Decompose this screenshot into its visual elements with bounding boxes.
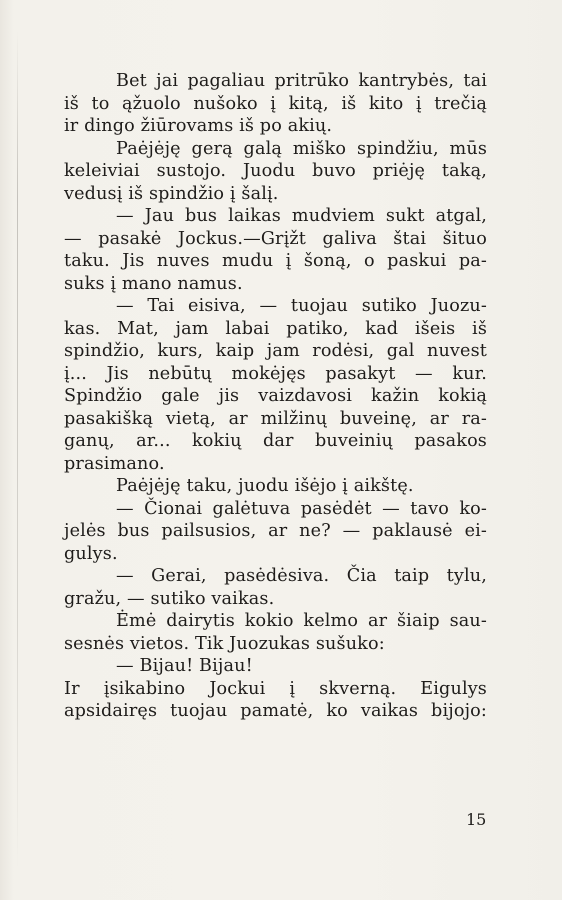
text-line: keleiviai sustojo. Juodu buvo priėję taką, [64,161,487,181]
text-line: suks į mano namus. [64,273,243,294]
text-line: spindžio, kurs, kaip jam rodėsi, gal nuvest [64,341,487,361]
text-line: pasakišką vietą, ar milžinų buveinę, ar ra- [64,408,487,429]
text-line: — Tai eisiva, — tuojau sutiko Juozu- [116,296,487,316]
text-line: ir dingo žiūrovams iš po akių. [64,116,333,136]
text-line: — Čionai galėtuva pasėdėt — tavo ko- [116,498,487,519]
text-line: ganų, ar... kokių dar buveinių pasakos [64,431,487,451]
text-line: iš to ąžuolo nušoko į kitą, iš kito į trečią [64,93,487,114]
text-line: į... Jis nebūtų mokėjęs pasakyt — kur. [64,363,487,384]
text-line: Ir įsikabino Jockui į skverną. Eigulys [64,678,487,699]
text-line: jelės bus pailsusios, ar ne? — paklausė ei- [64,521,487,541]
text-line: vedusį iš spindžio į šalį. [64,183,279,204]
text-line: — Jau bus laikas mudviem sukt atgal, [116,206,487,226]
text-line: taku. Jis nuves mudu į šoną, o paskui pa- [64,251,487,271]
text-line: — Bijau! Bijau! [116,656,253,676]
text-line: Bet jai pagaliau pritrūko kantrybės, tai [116,71,487,91]
text-line: kas. Mat, jam labai patiko, kad išeis iš [64,318,487,339]
text-line: gulys. [64,543,118,564]
page-gutter [17,30,18,870]
text-line: — Gerai, pasėdėsiva. Čia taip tylu, [116,566,487,586]
text-line: Spindžio gale jis vaizdavosi kažin kokią [64,386,487,406]
text-line: Paėjėję taku, juodu išėjo į aikštę. [116,476,414,496]
text-line: gražu, — sutiko vaikas. [64,588,275,609]
text-line: apsidairęs tuojau pamatė, ko vaikas bijojo: [64,701,487,721]
body-text [64,70,487,723]
text-line: sesnės vietos. Tik Juozukas sušuko: [64,633,385,654]
text-line: prasimano. [64,453,165,474]
text-line: Paėjėję gerą galą miško spindžiu, mūs [116,138,487,159]
text-line: Ėmė dairytis kokio kelmo ar šiaip sau- [116,611,487,631]
page-number: 15 [466,810,487,829]
text-line: — pasakė Jockus.—Grįžt galiva štai šituo [64,228,487,249]
